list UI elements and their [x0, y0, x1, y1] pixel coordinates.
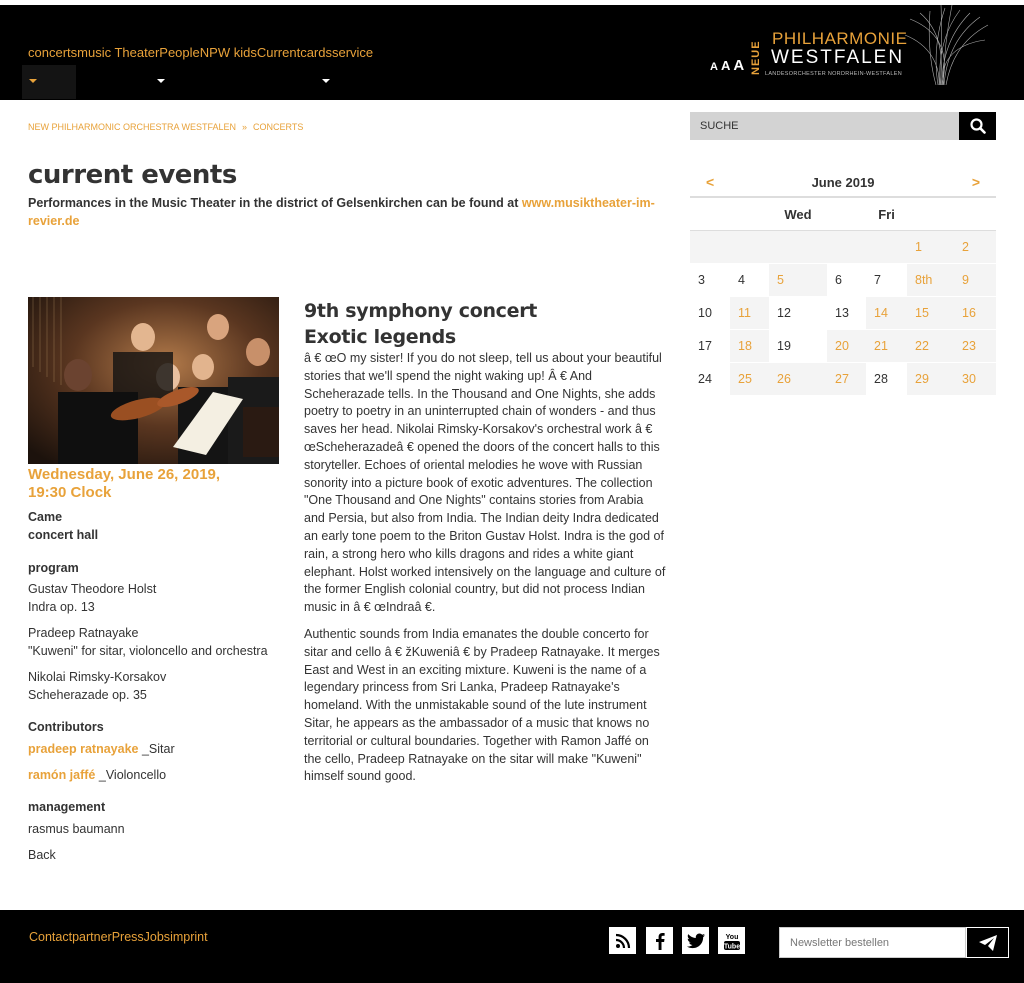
calendar-day-event-link[interactable]: 20: [827, 330, 866, 362]
breadcrumb-item-home[interactable]: NEW PHILHARMONIC ORCHESTRA WESTFALEN: [28, 122, 237, 132]
calendar-week-row: [690, 231, 996, 264]
site-header: [0, 5, 1024, 100]
nav-item-people[interactable]: People: [159, 45, 200, 60]
venue-label: Came: [28, 510, 63, 524]
contributors-label: Contributors: [28, 720, 104, 734]
paper-plane-icon: [979, 935, 997, 951]
calendar-day-event-link[interactable]: 30: [954, 363, 996, 395]
newsletter-submit-button[interactable]: [966, 927, 1009, 958]
calendar-day: 10: [698, 306, 712, 320]
calendar-empty-cell: [827, 231, 866, 263]
calendar-empty-cell: [730, 231, 769, 263]
breadcrumb: [28, 122, 303, 132]
calendar-day: 17: [698, 339, 712, 353]
program-composer: Nikolai Rimsky-Korsakov: [28, 670, 167, 684]
program-work: Indra op. 13: [28, 600, 95, 614]
logo-neue-text: NEUE: [750, 40, 762, 75]
management-label: management: [28, 800, 106, 814]
contributor-name-link[interactable]: ramón jaffé: [28, 768, 96, 782]
footer-link-imprint[interactable]: imprint: [170, 930, 208, 944]
calendar-day: 4: [738, 273, 745, 287]
logo-subtitle: LANDESORCHESTER NORDRHEIN-WESTFALEN: [764, 71, 902, 77]
svg-text:You: You: [725, 933, 738, 941]
youtube-icon[interactable]: [718, 927, 745, 954]
event-date-line1: Wednesday, June 26, 2019,: [28, 466, 221, 483]
calendar-day-event-link[interactable]: 18: [730, 330, 769, 362]
calendar-day-event-link[interactable]: 27: [827, 363, 866, 395]
article-title: [304, 298, 537, 350]
site-logo[interactable]: [750, 17, 990, 97]
nav-item-current[interactable]: Current: [256, 45, 301, 60]
footer-link-contact[interactable]: Contact: [29, 930, 73, 944]
logo-westfalen-text: WESTFALEN: [771, 47, 905, 68]
musiktheater-link[interactable]: www.musiktheater-im-revier.de: [28, 196, 655, 228]
calendar-day-event-link[interactable]: 23: [954, 330, 996, 362]
calendar-day-event-link[interactable]: 11: [730, 297, 769, 329]
back-link[interactable]: Back: [28, 848, 56, 862]
calendar-day: 13: [835, 306, 849, 320]
calendar-week-row: [690, 330, 996, 363]
contributor-name-link[interactable]: pradeep ratnayake: [28, 742, 139, 756]
newsletter-email-input[interactable]: Newsletter bestellen: [779, 927, 966, 958]
calendar-day: 7: [874, 273, 881, 287]
management-link[interactable]: rasmus baumann: [28, 822, 125, 836]
chevron-down-icon[interactable]: [157, 79, 165, 83]
search-input[interactable]: SUCHE: [690, 112, 959, 140]
font-size-small-button[interactable]: A: [710, 61, 718, 73]
search-icon: [970, 118, 986, 134]
program-composer: Pradeep Ratnayake: [28, 626, 139, 640]
event-date-line2: 19:30 Clock: [28, 484, 112, 501]
calendar-weekday: [827, 198, 866, 230]
calendar-day-event-link[interactable]: 21: [866, 330, 907, 362]
article-paragraph: Authentic sounds from India emanates the double concerto for sitar and cello â € žKuweniâ € by Pradeep Ratnayake. It merges East and West in an exciting mixture. Kuweni is the name of a legendary princess from Sri Lanka, Pradeep Ratnayake's homeland. With the unmistakable sound of the lute instrument Sitar, he appears as the ambassador of a music that knows no territorial or cultural boundaries. Together with Ramon Jaffé on the cello, Pradeep Ratnayake on the sitar will make "Kuweni" himself sound good.: [304, 626, 660, 784]
calendar-weekday: Wed: [784, 206, 812, 222]
calendar-day-event-link[interactable]: 1: [907, 231, 954, 263]
contributor-role: _Sitar: [138, 742, 175, 756]
font-size-large-button[interactable]: A: [733, 57, 745, 74]
breadcrumb-item-concerts[interactable]: CONCERTS: [253, 122, 304, 132]
search-button[interactable]: [959, 112, 996, 140]
svg-text:Tube: Tube: [723, 943, 740, 950]
facebook-icon[interactable]: [646, 927, 673, 954]
calendar-day-event-link[interactable]: 16: [954, 297, 996, 329]
calendar-day-event-link[interactable]: 15: [907, 297, 954, 329]
intro-text-body: Performances in the Music Theater in the district of Gelsenkirchen can be found at: [28, 196, 522, 210]
event-date: [28, 466, 288, 502]
calendar-header: [690, 168, 996, 198]
nav-item-music-theater[interactable]: music Theater: [77, 45, 160, 60]
calendar-day: 12: [777, 306, 791, 320]
venue-value: concert hall: [28, 528, 99, 542]
calendar-grid: [690, 231, 996, 396]
calendar-weekday: Fri: [878, 206, 895, 222]
calendar-day-event-link[interactable]: 5: [769, 264, 827, 296]
calendar-day-event-link[interactable]: 22: [907, 330, 954, 362]
contributor-item: [28, 766, 166, 784]
calendar-week-row: [690, 297, 996, 330]
orchestra-photo: [28, 297, 279, 464]
footer-navigation: [29, 930, 208, 944]
calendar-day: 3: [698, 273, 705, 287]
font-size-controls: [710, 57, 744, 74]
calendar-prev-button[interactable]: <: [706, 174, 715, 190]
article-paragraph: â € œO my sister! If you do not sleep, tell us about your beautiful stories that we'll spend the night waking up! Â € And Scheherazade tells. In the Thousand and One Nights, she adds poetry to poetry in an uninterrupted chain of wonders - and thus saves her head. Nikolai Rimsky-Korsakov's orchestral work â € œScheherazadeâ € opened the doors of the concert halls to this storyteller. Echoes of oriental melodies he wove with Russian sonority into a picture book of exotic adventures. The collection "One Thousand and One Nights" contains stories from Arabia and Persia, but also from India. The Indian deity Indra dedicated an early tone poem to the Briton Gustav Holst. Indra is the god of rain, a strong hero who kills dragons and rides a white giant elephant. Holst worked intensively on the language and culture of the former English colonial country, but did not process Indian music in â € œIndraâ €.: [304, 351, 666, 615]
article-title-line1: 9th symphony concert: [304, 300, 538, 322]
footer-link-partner[interactable]: partner: [72, 930, 112, 944]
calendar-next-button[interactable]: >: [971, 174, 980, 190]
calendar-empty-cell: [866, 231, 907, 263]
intro-text: [28, 194, 668, 230]
calendar-day: 19: [777, 339, 791, 353]
footer-link-jobs[interactable]: Jobs: [143, 930, 171, 944]
article-title-line2: Exotic legends: [304, 326, 456, 348]
program-item: [28, 624, 268, 660]
nav-item-concerts[interactable]: concerts: [28, 45, 78, 60]
logo-string-art-icon: [900, 5, 990, 85]
calendar-day: 28: [874, 372, 888, 386]
calendar-day: 6: [835, 273, 842, 287]
program-work: "Kuweni" for sitar, violoncello and orchestra: [28, 644, 268, 658]
calendar-weekday-row: [690, 198, 996, 231]
nav-item-npw-kids[interactable]: NPW kids: [199, 45, 257, 60]
calendar-day-event-link[interactable]: 26: [769, 363, 827, 395]
calendar-week-row: [690, 363, 996, 396]
calendar-month-label: June 2019: [811, 175, 875, 190]
program-item: [28, 580, 156, 616]
program-composer: Gustav Theodore Holst: [28, 582, 157, 596]
calendar-empty-cell: [769, 231, 827, 263]
article-body: [304, 350, 666, 795]
calendar-day-event-link[interactable]: 14: [866, 297, 907, 329]
chevron-down-icon[interactable]: [29, 79, 37, 83]
event-calendar: [690, 168, 996, 396]
calendar-weekday: [954, 198, 996, 230]
calendar-day-event-link[interactable]: 29: [907, 363, 954, 395]
program-item: [28, 668, 166, 704]
calendar-day: 24: [698, 372, 712, 386]
orchestra-photo-image: [28, 297, 279, 464]
contributor-role: _Violoncello: [95, 768, 167, 782]
calendar-week-row: [690, 264, 996, 297]
calendar-day-event-link[interactable]: 25: [730, 363, 769, 395]
rss-icon[interactable]: [609, 927, 636, 954]
main-navigation: [28, 45, 373, 60]
font-size-medium-button[interactable]: A: [720, 58, 731, 73]
twitter-icon[interactable]: [682, 927, 709, 954]
calendar-weekday: [690, 198, 730, 230]
calendar-day-event-link[interactable]: 9: [954, 264, 996, 296]
footer-link-press[interactable]: Press: [111, 930, 144, 944]
calendar-day-event-link[interactable]: 2: [954, 231, 996, 263]
nav-item-service[interactable]: service: [331, 45, 374, 60]
calendar-day-event-link[interactable]: 8th: [907, 264, 954, 296]
site-footer: [0, 910, 1024, 983]
contributor-item: [28, 740, 175, 758]
calendar-weekday: [907, 198, 954, 230]
breadcrumb-separator: »: [242, 122, 248, 132]
calendar-empty-cell: [690, 231, 730, 263]
calendar-weekday: [730, 198, 769, 230]
chevron-down-icon[interactable]: [322, 79, 330, 83]
nav-item-cards[interactable]: cards: [300, 45, 332, 60]
page-title: current events: [28, 160, 237, 190]
logo-philharmonie-text: PHILHARMONIE: [772, 29, 908, 48]
program-work: Scheherazade op. 35: [28, 688, 147, 702]
program-label: program: [28, 561, 79, 575]
